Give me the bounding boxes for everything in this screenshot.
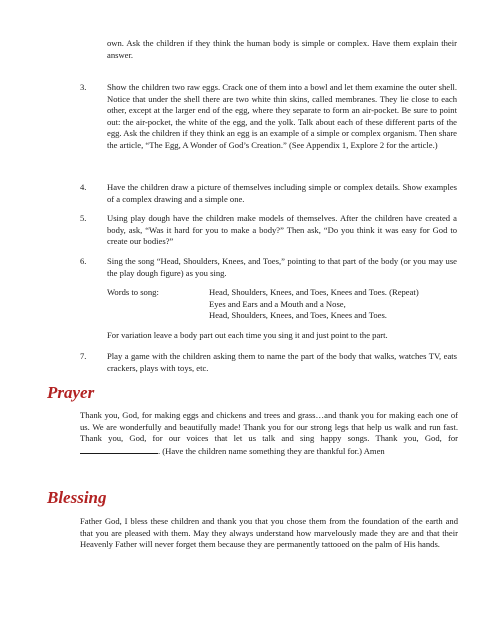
fill-in-blank bbox=[80, 445, 158, 454]
song-line: Head, Shoulders, Knees, and Toes, Knees and Toes. bbox=[209, 310, 387, 320]
blessing-paragraph: Father God, I bless these children and thank you that you chose them from the foundation of the earth and that you are pleased with them. May they always understand how marvelously made they are and that their Heavenly Father will never forget them because they are permanently tattooed on the palm of His hands. bbox=[80, 516, 458, 549]
prayer-text-end: . (Have the children name something they are thankful for.) Amen bbox=[158, 445, 385, 456]
song-line: Eyes and Ears and a Mouth and a Nose, bbox=[209, 298, 346, 309]
item-number: 7. bbox=[80, 351, 87, 361]
song-lines bbox=[209, 287, 459, 322]
item-text: Show the children two raw eggs. Crack one of them into a bowl and let them examine the outer shell. Notice that under the shell there are two white thin skins, called membranes. They lie close to each other, except at the larger end of the egg, where they separate to form an air-pocket. Be sure to point out: the air-pocket, the white of the egg, and the yolk. Talk about each of these different parts of the egg. Ask the children if they think an egg is an example of a simple or complex organism. Then share the article, “The Egg, A Wonder of God’s Creation.” (See Appendix 1, Explore 2 for the article.) bbox=[107, 82, 457, 150]
blessing-heading: Blessing bbox=[47, 488, 107, 507]
item-text: Sing the song “Head, Shoulders, Knees, and Toes,” pointing to that part of the body (or you may use the play dough figure) as you sing. bbox=[107, 256, 457, 278]
item-number: 3. bbox=[80, 82, 87, 92]
variation-note: For variation leave a body part out each time you sing it and just point to the part. bbox=[107, 330, 388, 340]
prayer-text-start: Thank you, God, for making eggs and chickens and trees and grass…and thank you for making each one of us. We are wonderfully and beautifully made! Thank you for our strong legs that help us walk and run fast. Thank you, God, for our voices that let us talk and sing happy songs. Thank you, God, for bbox=[80, 410, 458, 443]
item-text: Have the children draw a picture of themselves including simple or complex details. Show examples of a complex drawing and a simple one. bbox=[107, 182, 457, 204]
item-number: 4. bbox=[80, 182, 87, 192]
song-label: Words to song: bbox=[107, 287, 159, 297]
prayer-paragraph bbox=[80, 410, 458, 457]
item-text: Using play dough have the children make models of themselves. After the children have created a body, ask, “Was it hard for you to make a body?” Then ask, “Do you think it was easy for God to create our bodies?” bbox=[107, 213, 457, 246]
item-number: 6. bbox=[80, 256, 87, 266]
item-number: 5. bbox=[80, 213, 87, 223]
prayer-heading: Prayer bbox=[47, 383, 95, 402]
continuation-paragraph: own. Ask the children if they think the human body is simple or complex. Have them explain their answer. bbox=[107, 38, 457, 60]
song-line: Head, Shoulders, Knees, and Toes, Knees and Toes. (Repeat) bbox=[209, 287, 419, 297]
item-text: Play a game with the children asking them to name the part of the body that walks, watches TV, eats crackers, plays with toys, etc. bbox=[107, 351, 457, 373]
